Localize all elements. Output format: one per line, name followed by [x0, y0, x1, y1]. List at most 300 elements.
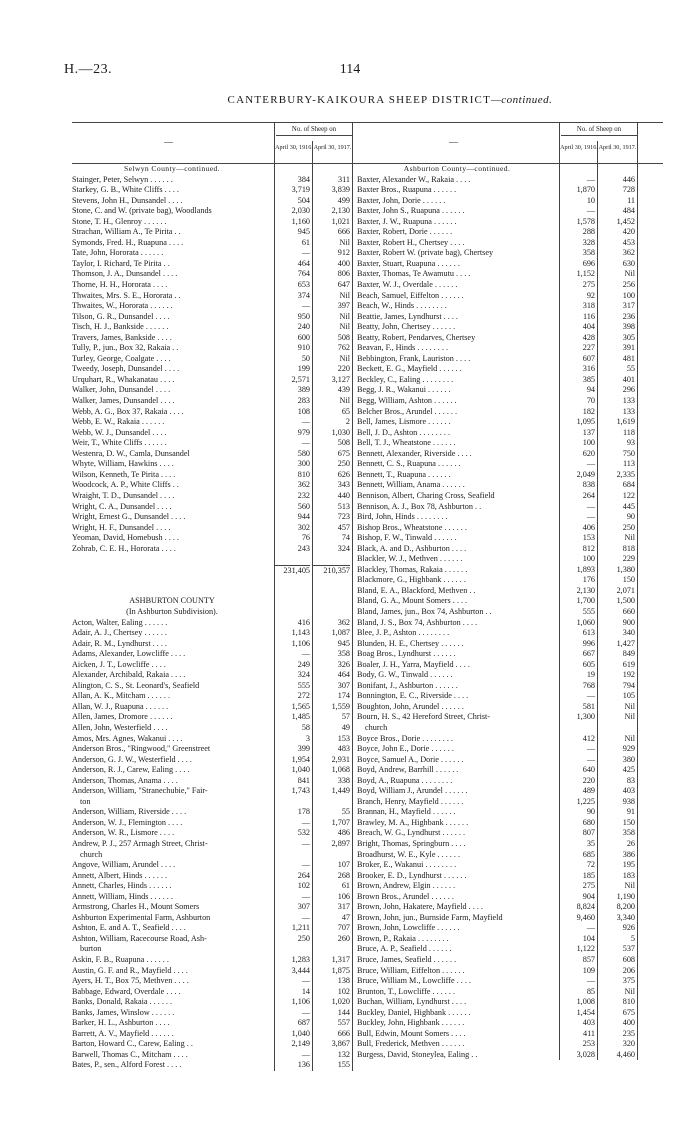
sheep-count-1916: 1,565 [291, 701, 310, 711]
sheep-count-1916: 104 [582, 933, 595, 943]
sheep-count-1916: 580 [297, 448, 310, 458]
sheep-count-1917: 320 [622, 1039, 635, 1049]
owner-name: Beatty, Robert, Pendarves, Chertsey [357, 332, 476, 342]
table-row [357, 354, 663, 365]
sheep-count-1916: 264 [297, 870, 310, 880]
table-row [72, 196, 378, 207]
table-row [72, 269, 378, 280]
sheep-count-1917: 150 [622, 817, 635, 827]
sheep-count-1917: 675 [337, 448, 350, 458]
sheep-count-1916: 3,028 [576, 1049, 595, 1059]
sheep-count-1917: 630 [622, 258, 635, 268]
sheep-count-1917: 260 [337, 933, 350, 943]
sheep-count-1917: 317 [622, 301, 635, 311]
table-row [72, 502, 378, 513]
table-row [72, 776, 378, 787]
sheep-count-1916: 667 [582, 649, 595, 659]
owner-name: Adair, A. J., Chertsey . . . . . . [72, 628, 167, 638]
sheep-count-1916: 328 [582, 237, 595, 247]
sheep-count-1917: 723 [337, 512, 350, 522]
table-row [357, 712, 663, 723]
sheep-count-1917: 83 [626, 775, 635, 785]
owner-name: Aicken, J. T., Lowcliffe . . . . [72, 659, 166, 669]
sheep-count-1916: — [586, 923, 595, 933]
table-row [72, 459, 378, 470]
sheep-count-1916: 300 [297, 459, 310, 469]
sheep-count-1916: — [301, 912, 310, 922]
sheep-count-1916: 406 [582, 522, 595, 532]
owner-name: Buchan, William, Lyndhurst . . . . [357, 997, 467, 1007]
sheep-count-1916: 2,030 [291, 206, 310, 216]
table-row [72, 333, 378, 344]
table-row [72, 828, 378, 839]
owner-name: (In Ashburton Subdivision). [126, 606, 218, 616]
owner-name: Zohrab, C. E. H., Hororata . . . . [72, 543, 176, 553]
table-row [72, 185, 378, 196]
sheep-count-1917: 229 [622, 554, 635, 564]
sheep-count-1916: 1,008 [576, 997, 595, 1007]
page-number: 114 [339, 62, 361, 77]
sheep-count-1917: 2,897 [331, 839, 350, 848]
sheep-count-1916: 220 [582, 775, 595, 785]
owner-name: Bruce, William, Eiffelton . . . . . . [357, 965, 465, 975]
owner-name: ASHBURTON COUNTY [129, 596, 215, 606]
owner-name: Begg, J. R., Wakanui . . . . . . [357, 385, 451, 395]
sheep-count-1917: 256 [622, 280, 635, 290]
table-row [357, 364, 663, 375]
owner-name: Buckley, Daniel, Highbank . . . . . . [357, 1007, 471, 1017]
owner-name: ton [80, 796, 91, 806]
owner-name: Westenra, D. W., Camla, Dunsandel [72, 448, 190, 458]
table-row [357, 217, 663, 228]
sheep-count-1917: 666 [337, 1028, 350, 1038]
sheep-count-1917: 619 [622, 659, 635, 669]
sheep-count-1917: 307 [337, 680, 350, 690]
sheep-count-1917: 74 [341, 533, 350, 543]
sheep-count-1916: 178 [297, 807, 310, 817]
sheep-count-1917: 806 [337, 269, 350, 279]
owner-name: Bennett, C. S., Ruapuna . . . . . . [357, 459, 461, 469]
owner-name: Beavan, F., Hinds . . . . . . . . [357, 343, 448, 353]
sheep-count-1917: 106 [337, 891, 350, 901]
sheep-count-1917: 1,619 [616, 417, 635, 427]
table-row [357, 523, 663, 534]
sheep-count-1916: 176 [582, 575, 595, 585]
sheep-count-1916: 1,954 [291, 754, 310, 764]
owner-name: Tilson, G. R., Dunsandel . . . . [72, 311, 170, 321]
table-row [72, 343, 378, 354]
table-row [72, 470, 378, 481]
owner-name: Adair, R. M., Lyndhurst . . . . [72, 638, 167, 648]
owner-name: Allen, John, Westerfield . . . . [72, 722, 168, 732]
sheep-count-1916: 680 [582, 817, 595, 827]
section-heading [72, 164, 378, 175]
sheep-count-1917: Nil [339, 353, 350, 363]
sheep-count-1917: 1,021 [331, 216, 350, 226]
sheep-count-1917: 1,500 [616, 596, 635, 606]
owner-name: Tate, John, Hororata . . . . . . [72, 248, 164, 258]
sheep-count-1917: 49 [341, 722, 350, 732]
owner-name: Starkey, G. B., White Cliffs . . . . [72, 185, 179, 195]
sheep-count-1917: 397 [337, 301, 350, 311]
sheep-count-1916: 944 [297, 512, 310, 522]
table-row [72, 248, 378, 259]
owner-name: Anderson, G. J. W., Westerfield . . . . [72, 754, 192, 764]
sheep-count-1917: 174 [337, 691, 350, 701]
sheep-count-1916: 560 [297, 501, 310, 511]
owner-name: Boyce, John E., Dorie . . . . . . [357, 744, 454, 754]
owner-name: Baxter, Robert W. (private bag), Chertsey [357, 248, 494, 258]
table-row [72, 291, 378, 302]
sheep-count-1917: 707 [337, 923, 350, 933]
owner-name: Baxter, Thomas, Te Awamutu . . . . [357, 269, 471, 279]
table-row [72, 723, 378, 734]
right-table [357, 122, 663, 1060]
sheep-count-1917: 362 [337, 617, 350, 627]
sheep-count-1916: 1,040 [291, 765, 310, 775]
sheep-count-1917: 133 [622, 396, 635, 406]
owner-name: Brooker, E. D., Lyndhurst . . . . . . [357, 870, 467, 880]
owner-name: Blackmore, G., Highbank . . . . . . [357, 575, 466, 585]
sheep-count-1917: Nil [339, 290, 350, 300]
sheep-count-1917: 750 [622, 448, 635, 458]
table-row [357, 259, 663, 270]
owner-name: Bennison, A. J., Box 78, Ashburton . . [357, 501, 482, 511]
owner-name: Brown Bros., Arundel . . . . . . [357, 891, 454, 901]
sheep-count-1916: 600 [297, 332, 310, 342]
owner-name: Ashburton Experimental Farm, Ashburton [72, 912, 211, 922]
owner-name: Banks, James, Winslow . . . . . . [72, 1007, 175, 1017]
sheep-count-1917: 55 [626, 364, 635, 374]
sheep-count-1917: 929 [622, 744, 635, 754]
sheep-count-1916: 272 [297, 691, 310, 701]
owner-name: Black, A. and D., Ashburton . . . . [357, 543, 467, 553]
table-row [357, 1008, 663, 1019]
table-row [72, 955, 378, 966]
sheep-count-1916: 243 [297, 543, 310, 553]
sheep-count-1916: 1,454 [576, 1007, 595, 1017]
owner-name: Askin, F. B., Ruapuna . . . . . . [72, 955, 169, 965]
sheep-count-1917: 1,380 [616, 564, 635, 574]
sheep-count-1916: — [586, 501, 595, 511]
table-row [357, 375, 663, 386]
owner-name: Blackler, W. J., Methven . . . . . . [357, 554, 463, 564]
owner-name: Bruce, James, Seafield . . . . . . [357, 955, 457, 965]
sheep-count-1916: 264 [582, 490, 595, 500]
table-row [357, 480, 663, 491]
sheep-count-1916: 1,893 [576, 564, 595, 574]
sheep-count-1916: 1,211 [291, 923, 310, 933]
owner-name: Baxter, Alexander W., Rakaia . . . . [357, 174, 471, 184]
owner-name: Bland, James, jun., Box 74, Ashburton . . [357, 606, 492, 616]
sheep-count-1916: 288 [582, 227, 595, 237]
table-row [357, 248, 663, 259]
sheep-count-1917: 4,460 [616, 1049, 635, 1059]
table-row [72, 428, 378, 439]
owner-name: Bonifant, J., Ashburton . . . . . . [357, 680, 458, 690]
sheep-count-1917: 794 [622, 680, 635, 690]
table-row [72, 734, 378, 745]
owner-name: Beattie, James, Lyndhurst . . . . [357, 311, 458, 321]
sheep-count-1917: 2,931 [331, 754, 350, 764]
sheep-count-1916: — [301, 839, 310, 848]
owner-name: Brown, John, Lowcliffe . . . . . . [357, 923, 460, 933]
right-table-header [357, 122, 663, 164]
owner-name: Broker, E., Wakanui . . . . . . . . [357, 860, 457, 870]
table-row [357, 734, 663, 745]
column-header-1917: April 30, 1917. [313, 144, 352, 151]
sheep-count-1916: 768 [582, 680, 595, 690]
sheep-count-1917: 1,020 [331, 997, 350, 1007]
table-row [357, 702, 663, 713]
owner-name: Boyd, William J., Arundel . . . . . . [357, 786, 468, 796]
sheep-count-1916: 318 [582, 301, 595, 311]
owner-name: Bonnington, E. C., Riverside . . . . [357, 691, 469, 701]
sheep-count-1917: 938 [622, 796, 635, 806]
table-row [357, 1050, 663, 1061]
owner-name: Broadhurst, W. E., Kyle . . . . . . [357, 849, 461, 859]
owner-name: Stone, C. and W. (private bag), Woodlands [72, 206, 212, 216]
owner-name: Wilson, Kenneth, Te Pirita . . . . [72, 469, 176, 479]
sheep-count-1916: 555 [582, 606, 595, 616]
table-row [72, 259, 378, 270]
owner-name: Branch, Henry, Mayfield . . . . . . [357, 796, 464, 806]
table-row [72, 881, 378, 892]
owner-name: Brown, John, Hakatere, Mayfield . . . . [357, 902, 483, 912]
table-row [72, 544, 378, 555]
table-row [357, 269, 663, 280]
table-row [357, 850, 663, 861]
sheep-count-1916: 19 [586, 670, 595, 680]
sheep-count-1916: 555 [297, 680, 310, 690]
owner-name: Baxter, Stuart, Ruapuna . . . . . . [357, 258, 460, 268]
sheep-count-1916: 904 [582, 891, 595, 901]
table-row [72, 480, 378, 491]
owner-name: Baxter, John, Dorie . . . . . . [357, 195, 446, 205]
table-row [357, 385, 663, 396]
sheep-count-1917: 3,340 [616, 912, 635, 922]
sheep-count-1916: — [301, 438, 310, 448]
table-row [357, 533, 663, 544]
owner-name: Wright, H. F., Dunsandel . . . . [72, 522, 171, 532]
owner-name: Alington, C. S., St. Leonard's, Seafield [72, 680, 200, 690]
table-row [72, 407, 378, 418]
sheep-count-1917: 220 [337, 364, 350, 374]
owner-name: Bell, T. J., Wheatstone . . . . . . [357, 438, 456, 448]
table-row [72, 238, 378, 249]
table-row [72, 987, 378, 998]
sheep-count-1917: 403 [622, 786, 635, 796]
sheep-count-1917: Nil [339, 237, 350, 247]
table-row [357, 923, 663, 934]
sheep-count-1917: 326 [337, 659, 350, 669]
sheep-count-1917: 440 [337, 490, 350, 500]
sheep-count-1917: 107 [337, 860, 350, 870]
table-row [72, 997, 378, 1008]
sheep-count-1916: 464 [297, 258, 310, 268]
table-row [72, 354, 378, 365]
sheep-count-1916: 136 [297, 1060, 310, 1070]
sheep-count-1917: 675 [622, 1007, 635, 1017]
owner-name: Bebbington, Frank, Lauriston . . . . [357, 353, 471, 363]
sheep-count-1917: 486 [337, 828, 350, 838]
sheep-count-1917: 144 [337, 1007, 350, 1017]
sheep-count-1916: 2,571 [291, 374, 310, 384]
sheep-count-1917: 849 [622, 649, 635, 659]
owner-name: Boyce, Samuel A., Dorie . . . . . . [357, 754, 464, 764]
owner-name: Angove, William, Arundel . . . . [72, 860, 176, 870]
sheep-count-1916: 10 [586, 195, 595, 205]
table-row [357, 839, 663, 850]
owner-name: Tully, P., jun., Box 32, Rakaia . . [72, 343, 179, 353]
sheep-count-1916: 9,460 [576, 912, 595, 922]
sheep-count-1916: 504 [297, 195, 310, 205]
sheep-count-1916: — [301, 891, 310, 901]
owner-name: Boag Bros., Lyndhurst . . . . . . [357, 649, 456, 659]
table-row [357, 881, 663, 892]
sheep-count-1916: 2,049 [576, 469, 595, 479]
report-reference: H.—23. [64, 62, 113, 77]
table-row [72, 396, 378, 407]
sheep-count-1916: 403 [582, 1018, 595, 1028]
sheep-count-1917: 508 [337, 332, 350, 342]
owner-name: Annett, Charles, Hinds . . . . . . [72, 881, 172, 891]
table-row [72, 765, 378, 776]
table-row [357, 860, 663, 871]
owner-name: Blee, J. P., Ashton . . . . . . . . [357, 628, 450, 638]
owner-name: Bennison, Albert, Charing Cross, Seafield [357, 490, 495, 500]
table-row [357, 175, 663, 186]
table-row [357, 765, 663, 776]
table-row [72, 966, 378, 977]
table-row [72, 691, 378, 702]
sheep-count-1917: 728 [622, 185, 635, 195]
sheep-count-1916: 307 [297, 902, 310, 912]
table-row [357, 333, 663, 344]
table-row [72, 512, 378, 523]
sheep-count-1916: 14 [301, 986, 310, 996]
left-table-header [72, 122, 378, 164]
table-row [72, 280, 378, 291]
table-row [357, 649, 663, 660]
sheep-count-1917: 1,452 [616, 216, 635, 226]
sheep-count-1916: 1,060 [576, 617, 595, 627]
table-row [72, 744, 378, 755]
owner-name: Armstrong, Charles H., Mount Somers [72, 902, 200, 912]
sheep-count-1917: 210,357 [313, 565, 350, 577]
sheep-count-1917: 484 [622, 206, 635, 216]
owner-name: Boyd, Andrew, Barrhill . . . . . . [357, 765, 459, 775]
sheep-count-1917: 183 [622, 870, 635, 880]
table-row [72, 923, 378, 934]
sheep-count-1916: — [301, 817, 310, 827]
sheep-count-1916: 90 [586, 807, 595, 817]
sheep-count-1917: 445 [622, 501, 635, 511]
sheep-count-1917: 5 [630, 933, 635, 943]
owner-name: Boaler, J. H., Yarra, Mayfield . . . . [357, 659, 470, 669]
owner-name: Yeoman, David, Homebush . . . . [72, 533, 179, 543]
table-row [357, 301, 663, 312]
owner-name: Bennett, Alexander, Riverside . . . . [357, 448, 472, 458]
sheep-count-1917: 133 [622, 406, 635, 416]
column-header-1916: April 30, 1916. [560, 144, 598, 151]
sheep-count-1916: 1,143 [291, 628, 310, 638]
table-row [357, 976, 663, 987]
sheep-count-1917: 557 [337, 1018, 350, 1028]
owner-name: Brown, John, jun., Burnside Farm, Mayfield [357, 912, 503, 922]
table-row [357, 691, 663, 702]
table-row [72, 364, 378, 375]
sheep-count-1916: 613 [582, 628, 595, 638]
sheep-count-1916: 399 [297, 744, 310, 754]
table-row [72, 206, 378, 217]
sheep-count-1917: 626 [337, 469, 350, 479]
table-row [357, 280, 663, 291]
sheep-count-1916: 72 [586, 860, 595, 870]
sheep-count-1916: 109 [582, 965, 595, 975]
owner-name: Breach, W. G., Lyndhurst . . . . . . [357, 828, 466, 838]
sheep-count-1917: 3,839 [331, 185, 350, 195]
sheep-count-1916: 385 [582, 374, 595, 384]
sheep-count-1917: 1,030 [331, 427, 350, 437]
sheep-count-1917: 195 [622, 860, 635, 870]
sheep-count-1916: 240 [297, 322, 310, 332]
sheep-count-1917: 268 [337, 870, 350, 880]
sheep-count-1917: 362 [622, 248, 635, 258]
owner-name: Anderson, Thomas, Anama . . . . [72, 775, 178, 785]
sheep-count-1916: 1,160 [291, 216, 310, 226]
table-row [357, 586, 663, 597]
table-row [357, 470, 663, 481]
table-row [357, 997, 663, 1008]
sheep-count-1917: 91 [626, 807, 635, 817]
sheep-count-1917: 2,071 [616, 585, 635, 595]
sheep-count-1916: 275 [582, 881, 595, 891]
sheep-count-1916: 137 [582, 427, 595, 437]
sheep-count-1917: 508 [337, 438, 350, 448]
owner-name: Turley, George, Coalgate . . . . [72, 353, 171, 363]
sheep-count-1916: 1,283 [291, 955, 310, 965]
sheep-count-1916: 1,485 [291, 712, 310, 722]
sheep-count-1916: — [586, 206, 595, 216]
sheep-count-1916: 841 [297, 775, 310, 785]
table-row [72, 786, 378, 797]
owner-name: Ashburton County—continued. [403, 164, 511, 173]
sheep-count-1917: Nil [624, 701, 635, 711]
owner-name: Weir, T., White Cliffs . . . . . . [72, 438, 167, 448]
sheep-count-1917: 343 [337, 480, 350, 490]
table-row [72, 902, 378, 913]
sheep-count-1916: 362 [297, 480, 310, 490]
owner-name: Bates, P., sen., Alford Forest . . . . [72, 1060, 182, 1070]
sheep-count-1917: 2 [345, 417, 350, 427]
sheep-count-1916: 812 [582, 543, 595, 553]
sheep-count-1917: 138 [337, 976, 350, 986]
sheep-count-1916: 35 [586, 839, 595, 848]
sheep-count-1916: 810 [297, 469, 310, 479]
sheep-count-1916: — [586, 744, 595, 754]
sheep-count-1917: 483 [337, 744, 350, 754]
owner-name: Buckley, John, Highbank . . . . . . [357, 1018, 465, 1028]
owner-name: Wright, Ernest G., Dunsandel . . . . [72, 512, 186, 522]
section-heading [357, 164, 663, 175]
sheep-count-1917: 118 [623, 427, 635, 437]
column-header-1917: April 30, 1917. [598, 144, 637, 151]
sheep-count-1916: 910 [297, 343, 310, 353]
sheep-count-1917: 3,867 [331, 1039, 350, 1049]
total-row [72, 565, 378, 576]
owner-name: Wright, C. A., Dunsandel . . . . [72, 501, 172, 511]
